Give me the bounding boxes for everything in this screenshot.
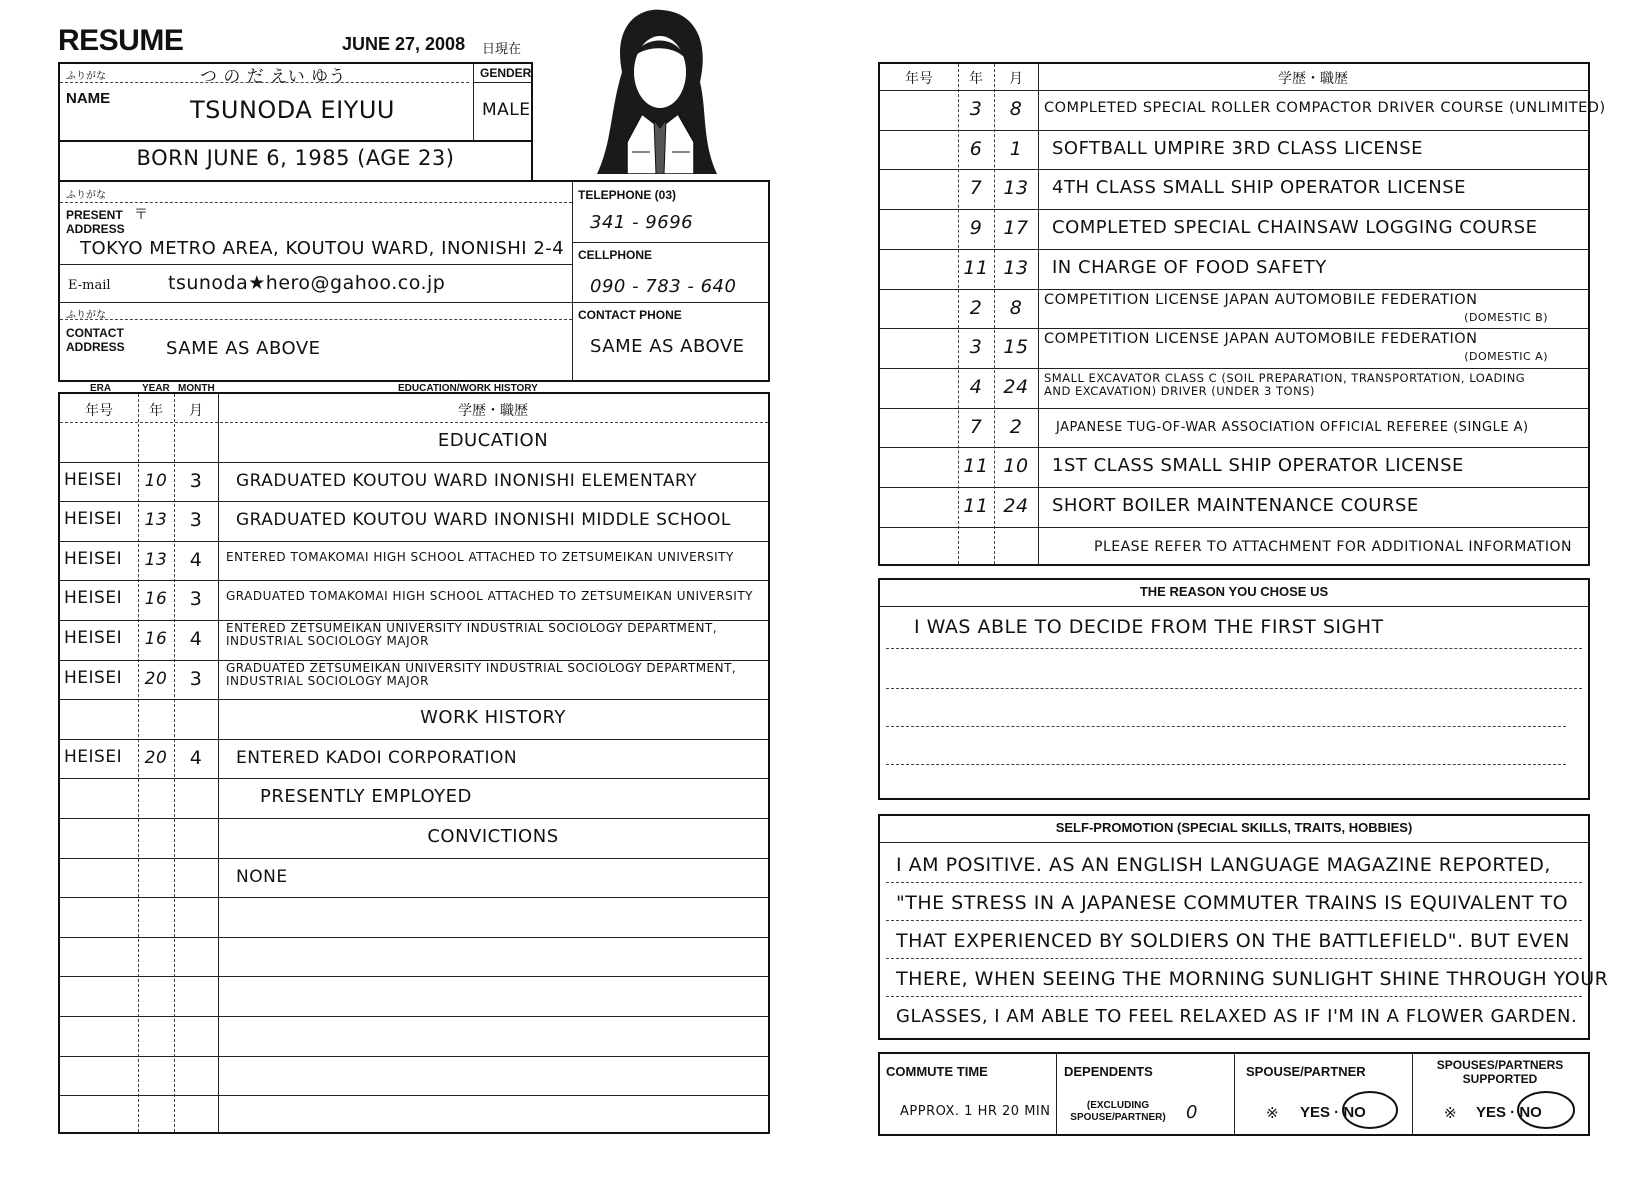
license-year: 4 [969,375,983,398]
self-promotion-line-5: GLASSES, I AM ABLE TO FEEL RELAXED AS IF I'M IN A FLOWER GARDEN. [896,1006,1578,1027]
history-row [60,1016,768,1056]
birth-date: BORN JUNE 6, 1985 (AGE 23) [136,146,455,170]
present-address: TOKYO METRO AREA, KOUTOU WARD, INONISHI 2-4 [80,238,565,259]
history-year: 13 [144,510,168,531]
cellphone-label: CELLPHONE [578,248,653,262]
history-era: HEISEI [64,588,123,609]
license-year: 6 [969,137,983,160]
license-text: 1ST CLASS SMALL SHIP OPERATOR LICENSE [1052,455,1464,477]
license-row [880,328,1588,368]
cellphone-number: 090 - 783 - 640 [590,276,737,297]
history-text: WORK HISTORY [420,707,566,729]
resume-date-suffix: 日現在 [482,42,522,57]
col-jp-month: 月 [189,403,203,419]
telephone-number: 341 - 9696 [590,212,694,233]
license-row [880,408,1588,448]
contact-phone-label: CONTACT PHONE [578,308,682,322]
history-row [60,501,768,541]
license-text: COMPLETED SPECIAL CHAINSAW LOGGING COURSE [1052,217,1538,239]
license-row [880,487,1588,527]
licenses-table [878,62,1606,566]
license-row [880,209,1588,249]
history-year: 16 [144,589,168,610]
license-row [880,249,1588,289]
self-promotion-line-3: THAT EXPERIENCED BY SOLDIERS ON THE BATTLEFIELD". BUT EVEN [896,930,1570,952]
license-month: 24 [1003,375,1029,398]
license-year: 3 [969,336,983,359]
license-row [880,447,1588,487]
license-year: 2 [969,296,983,319]
contact-phone: SAME AS ABOVE [590,336,745,357]
license-year: 7 [969,415,983,438]
col-label-era: ERA [90,383,112,394]
reason-box [878,578,1590,800]
history-row [60,541,768,581]
license-text: 4TH CLASS SMALL SHIP OPERATOR LICENSE [1052,177,1467,199]
self-promotion-title: SELF-PROMOTION (SPECIAL SKILLS, TRAITS, HOBBIES) [1055,820,1413,835]
present-address-label-1: PRESENT [66,208,123,222]
license-month: 17 [1003,217,1029,240]
history-era: HEISEI [64,509,123,530]
history-year: 20 [144,668,168,689]
history-row [60,422,768,462]
spouse-options: YES · NO [1300,1104,1366,1121]
history-month: 4 [189,746,203,769]
right-col-jp-month: 月 [1009,71,1023,87]
history-row [60,976,768,1016]
history-row [60,620,768,660]
license-month: 8 [1009,98,1023,120]
born-block [58,140,533,182]
license-month: 15 [1003,336,1029,359]
right-col-jp-history: 学歴・職歴 [1278,71,1348,87]
footer-info-box [878,1052,1590,1136]
email-address: tsunoda★hero@gahoo.co.jp [168,272,446,294]
history-year: 16 [144,629,168,649]
col-jp-history: 学歴・職歴 [458,403,528,419]
license-year: 7 [969,177,983,200]
right-col-jp-era: 年号 [905,71,933,87]
license-row [880,90,1606,130]
license-row [880,368,1588,408]
reason-title: THE REASON YOU CHOSE US [1139,584,1329,599]
col-jp-year: 年 [149,403,163,419]
contact-address-label-2: ADDRESS [66,340,125,354]
col-label-year: YEAR [142,383,170,394]
applicant-name: TSUNODA EIYUU [190,96,395,124]
license-year: 11 [963,495,989,517]
history-era: HEISEI [64,628,123,648]
license-row [880,527,1588,567]
history-month: 4 [189,548,203,571]
license-text: PLEASE REFER TO ATTACHMENT FOR ADDITIONAL INFORMATION [1094,538,1572,555]
history-row [60,1095,768,1135]
contact-address: SAME AS ABOVE [166,338,321,359]
present-address-label-2: ADDRESS [66,222,125,236]
dependents-label: DEPENDENTS [1064,1064,1153,1079]
col-jp-era: 年号 [85,403,113,419]
history-text: CONVICTIONS [427,826,559,847]
history-row [60,1056,768,1096]
spouse-label: SPOUSE/PARTNER [1246,1064,1366,1079]
history-month: 3 [189,469,203,492]
spouse-mark: ※ [1266,1105,1279,1122]
history-era: HEISEI [64,469,123,490]
telephone-label: TELEPHONE (03) [578,188,677,202]
history-month: 3 [189,509,203,532]
license-year: 3 [969,98,983,120]
self-promotion-line-1: I AM POSITIVE. AS AN ENGLISH LANGUAGE MAGAZINE REPORTED, [896,854,1551,876]
address-block [58,180,770,382]
license-year: 9 [969,217,983,240]
history-month: 3 [189,667,203,690]
license-text: COMPETITION LICENSE JAPAN AUTOMOBILE FEDERATION [1044,331,1478,348]
history-year: 20 [144,747,168,768]
license-row [880,289,1588,329]
reason-text: I WAS ABLE TO DECIDE FROM THE FIRST SIGHT [914,616,1384,638]
applicant-portrait [582,2,732,174]
self-promotion-line-2: "THE STRESS IN A JAPANESE COMMUTER TRAINS IS EQUIVALENT TO [896,892,1569,914]
license-text: SOFTBALL UMPIRE 3RD CLASS LICENSE [1052,137,1424,159]
history-row [60,937,768,977]
license-month: 24 [1003,495,1029,517]
dependents-value: 0 [1186,1102,1198,1123]
license-text: SHORT BOILER MAINTENANCE COURSE [1052,495,1419,516]
license-text: SMALL EXCAVATOR CLASS C (SOIL PREPARATION, TRANSPORTATION, LOADING AND EXCAVATION) DRIVER (UNDER 3 TONS) [1044,370,1526,398]
resume-date: JUNE 27, 2008 [342,34,466,54]
license-subtext: (DOMESTIC B) [1464,310,1548,324]
contact-furigana-label: ふりがな [66,310,106,321]
history-row [60,897,768,937]
supported-no-circle [1514,1088,1580,1132]
history-year: 10 [144,470,168,491]
license-year: 11 [963,455,989,478]
history-row [60,699,768,739]
license-month: 1 [1009,137,1023,160]
supported-options: YES · NO [1476,1104,1542,1121]
history-month: 3 [189,588,203,611]
furigana-label: ふりがな [66,71,106,82]
history-row [60,739,768,779]
history-text: GRADUATED ZETSUMEIKAN UNIVERSITY INDUSTRIAL SOCIOLOGY DEPARTMENT, INDUSTRIAL SOCIOLOGY MAJOR [226,660,737,688]
history-text: GRADUATED KOUTOU WARD INONISHI ELEMENTARY [236,470,698,491]
commute-label: COMMUTE TIME [886,1064,988,1079]
postal-mark: 〒 [134,206,148,222]
history-year: 13 [144,549,168,570]
dependents-note: (EXCLUDING SPOUSE/PARTNER) [1070,1100,1166,1123]
history-row [60,778,768,818]
license-text: JAPANESE TUG-OF-WAR ASSOCIATION OFFICIAL REFEREE (SINGLE A) [1056,419,1529,435]
license-text: COMPETITION LICENSE JAPAN AUTOMOBILE FEDERATION [1044,291,1478,308]
history-text: NONE [236,866,288,887]
col-label-history: EDUCATION/WORK HISTORY [398,383,538,394]
license-row [880,130,1588,170]
address-furigana-label: ふりがな [66,190,106,201]
license-month: 2 [1009,415,1023,438]
history-row [60,818,768,858]
history-text: GRADUATED KOUTOU WARD INONISHI MIDDLE SCHOOL [236,510,731,531]
history-era: HEISEI [64,667,123,688]
history-row [60,660,768,700]
history-text: EDUCATION [437,430,549,451]
history-era: HEISEI [64,548,123,569]
history-month: 4 [189,628,203,650]
history-text: ENTERED TOMAKOMAI HIGH SCHOOL ATTACHED TO ZETSUMEIKAN UNIVERSITY [226,549,734,564]
history-text: GRADUATED TOMAKOMAI HIGH SCHOOL ATTACHED TO ZETSUMEIKAN UNIVERSITY [226,589,753,604]
education-work-history-table [58,392,770,1134]
name-block [58,62,533,142]
license-text: IN CHARGE OF FOOD SAFETY [1052,256,1327,278]
contact-address-label-1: CONTACT [66,326,124,340]
resume-title: RESUME [58,24,184,57]
supported-mark: ※ [1444,1105,1457,1122]
history-text: ENTERED ZETSUMEIKAN UNIVERSITY INDUSTRIAL SOCIOLOGY DEPARTMENT, INDUSTRIAL SOCIOLOGY MAJOR [226,621,718,648]
col-label-month: MONTH [178,383,215,394]
right-col-jp-year: 年 [969,71,983,87]
license-text: COMPLETED SPECIAL ROLLER COMPACTOR DRIVER COURSE (UNLIMITED) [1044,100,1606,116]
applicant-gender: MALE [482,100,531,120]
history-row [60,462,768,502]
spouse-no-circle [1340,1088,1402,1132]
history-text: ENTERED KADOI CORPORATION [236,747,518,768]
self-promotion-box [878,814,1609,1040]
gender-label: GENDER [480,66,532,80]
supported-label: SPOUSES/PARTNERS SUPPORTED [1436,1058,1564,1086]
email-label: E-mail [68,278,111,293]
name-furigana: つ の だ えい ゆう [200,67,347,87]
license-month: 10 [1003,455,1029,478]
history-row [60,858,768,898]
name-label: NAME [66,90,111,107]
self-promotion-line-4: THERE, WHEN SEEING THE MORNING SUNLIGHT SHINE THROUGH YOUR [896,968,1609,990]
history-row [60,580,768,620]
history-era: HEISEI [64,746,123,767]
license-month: 13 [1003,256,1029,279]
license-row [880,169,1588,209]
license-month: 13 [1003,177,1029,200]
license-year: 11 [963,256,989,279]
history-text: PRESENTLY EMPLOYED [260,786,472,808]
license-subtext: (DOMESTIC A) [1464,350,1548,364]
license-month: 8 [1009,296,1023,319]
commute-value: APPROX. 1 HR 20 MIN [900,1104,1051,1119]
